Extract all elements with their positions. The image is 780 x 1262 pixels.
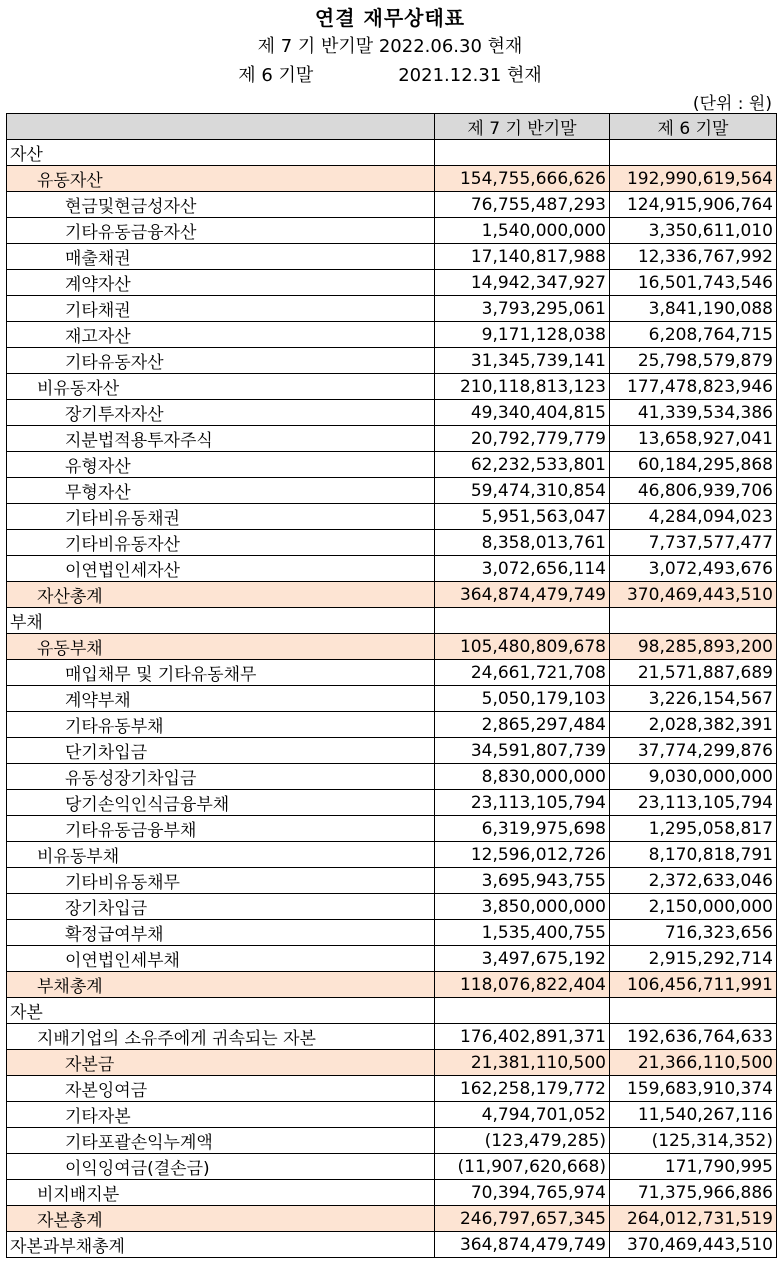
account-label: 비지배지분 xyxy=(7,1180,435,1206)
prior-value: 4,284,094,023 xyxy=(610,504,777,530)
table-row xyxy=(7,1128,777,1154)
current-value: 364,874,479,749 xyxy=(435,582,610,608)
account-label: 계약부채 xyxy=(7,686,435,712)
column-header-current: 제 7 기 반기말 xyxy=(435,114,610,140)
account-label: 기타유동부채 xyxy=(7,712,435,738)
table-row xyxy=(7,504,777,530)
prior-value: 716,323,656 xyxy=(610,920,777,946)
prior-value: 124,915,906,764 xyxy=(610,192,777,218)
current-value: 118,076,822,404 xyxy=(435,972,610,998)
prior-value: 3,350,611,010 xyxy=(610,218,777,244)
table-row xyxy=(7,1180,777,1206)
account-label: 지배기업의 소유주에게 귀속되는 자본 xyxy=(7,1024,435,1050)
prior-value: 12,336,767,992 xyxy=(610,244,777,270)
table-row xyxy=(7,166,777,192)
current-value: 8,830,000,000 xyxy=(435,764,610,790)
table-row xyxy=(7,192,777,218)
table-row xyxy=(7,946,777,972)
current-value: 14,942,347,927 xyxy=(435,270,610,296)
prior-value xyxy=(610,998,777,1024)
current-value: 3,695,943,755 xyxy=(435,868,610,894)
prior-value: 159,683,910,374 xyxy=(610,1076,777,1102)
current-value: 23,113,105,794 xyxy=(435,790,610,816)
current-value: 3,072,656,114 xyxy=(435,556,610,582)
account-label: 장기투자자산 xyxy=(7,400,435,426)
prior-value: 21,571,887,689 xyxy=(610,660,777,686)
current-value: 76,755,487,293 xyxy=(435,192,610,218)
prior-value: 6,208,764,715 xyxy=(610,322,777,348)
column-header-prior: 제 6 기말 xyxy=(610,114,777,140)
account-label: 매입채무 및 기타유동채무 xyxy=(7,660,435,686)
table-row xyxy=(7,634,777,660)
prior-value: 21,366,110,500 xyxy=(610,1050,777,1076)
account-label: 유동성장기차입금 xyxy=(7,764,435,790)
current-value: 8,358,013,761 xyxy=(435,530,610,556)
account-label: 자본총계 xyxy=(7,1206,435,1232)
table-row xyxy=(7,1076,777,1102)
current-value: 70,394,765,974 xyxy=(435,1180,610,1206)
prior-period xyxy=(0,61,780,87)
account-label: 유동자산 xyxy=(7,166,435,192)
table-row xyxy=(7,868,777,894)
current-value: 20,792,779,779 xyxy=(435,426,610,452)
prior-value: 37,774,299,876 xyxy=(610,738,777,764)
prior-value: 7,737,577,477 xyxy=(610,530,777,556)
current-value: 364,874,479,749 xyxy=(435,1232,610,1258)
prior-value: 2,150,000,000 xyxy=(610,894,777,920)
current-value xyxy=(435,998,610,1024)
table-row xyxy=(7,686,777,712)
prior-value: 41,339,534,386 xyxy=(610,400,777,426)
prior-value: 370,469,443,510 xyxy=(610,1232,777,1258)
current-value: (123,479,285) xyxy=(435,1128,610,1154)
table-row xyxy=(7,374,777,400)
account-label: 기타유동금융부채 xyxy=(7,816,435,842)
table-row xyxy=(7,660,777,686)
account-label: 기타비유동채무 xyxy=(7,868,435,894)
prior-value: 8,170,818,791 xyxy=(610,842,777,868)
account-label: 이익잉여금(결손금) xyxy=(7,1154,435,1180)
prior-value: 171,790,995 xyxy=(610,1154,777,1180)
current-value: 105,480,809,678 xyxy=(435,634,610,660)
prior-value: 2,028,382,391 xyxy=(610,712,777,738)
prior-value: 1,295,058,817 xyxy=(610,816,777,842)
account-label: 기타자본 xyxy=(7,1102,435,1128)
prior-value: 60,184,295,868 xyxy=(610,452,777,478)
table-row xyxy=(7,244,777,270)
current-value: 4,794,701,052 xyxy=(435,1102,610,1128)
current-value: 24,661,721,708 xyxy=(435,660,610,686)
table-row xyxy=(7,218,777,244)
table-header-row xyxy=(7,114,777,140)
prior-value: 192,990,619,564 xyxy=(610,166,777,192)
prior-value: 98,285,893,200 xyxy=(610,634,777,660)
prior-value: 9,030,000,000 xyxy=(610,764,777,790)
table-row xyxy=(7,1154,777,1180)
account-label: 장기차입금 xyxy=(7,894,435,920)
table-row xyxy=(7,608,777,634)
table-row xyxy=(7,738,777,764)
account-label: 자산총계 xyxy=(7,582,435,608)
current-value: 6,319,975,698 xyxy=(435,816,610,842)
account-label: 기타비유동채권 xyxy=(7,504,435,530)
table-row xyxy=(7,712,777,738)
prior-value: 177,478,823,946 xyxy=(610,374,777,400)
balance-sheet-table xyxy=(6,113,777,1258)
current-value: 2,865,297,484 xyxy=(435,712,610,738)
account-label: 계약자산 xyxy=(7,270,435,296)
prior-period-label: 제 6 기말 xyxy=(238,65,314,86)
table-row xyxy=(7,790,777,816)
table-row xyxy=(7,270,777,296)
account-label: 유형자산 xyxy=(7,452,435,478)
account-label: 매출채권 xyxy=(7,244,435,270)
prior-period-date: 2021.12.31 현재 xyxy=(398,65,542,86)
table-row xyxy=(7,582,777,608)
table-row xyxy=(7,140,777,166)
table-row xyxy=(7,478,777,504)
account-label: 자본금 xyxy=(7,1050,435,1076)
account-label: 자본과부채총계 xyxy=(7,1232,435,1258)
prior-value: 23,113,105,794 xyxy=(610,790,777,816)
current-value: 31,345,739,141 xyxy=(435,348,610,374)
prior-value: 370,469,443,510 xyxy=(610,582,777,608)
current-value: 9,171,128,038 xyxy=(435,322,610,348)
account-label: 재고자산 xyxy=(7,322,435,348)
current-value: 5,951,563,047 xyxy=(435,504,610,530)
document-title: 연결 재무상태표 xyxy=(314,6,466,30)
current-value: 3,850,000,000 xyxy=(435,894,610,920)
table-row xyxy=(7,920,777,946)
prior-value: 3,072,493,676 xyxy=(610,556,777,582)
prior-value: 2,915,292,714 xyxy=(610,946,777,972)
current-value: 246,797,657,345 xyxy=(435,1206,610,1232)
account-label: 지분법적용투자주식 xyxy=(7,426,435,452)
prior-value xyxy=(610,140,777,166)
current-value: 59,474,310,854 xyxy=(435,478,610,504)
current-value: 49,340,404,815 xyxy=(435,400,610,426)
table-row xyxy=(7,972,777,998)
account-label: 이연법인세부채 xyxy=(7,946,435,972)
table-row xyxy=(7,1206,777,1232)
table-row xyxy=(7,426,777,452)
account-label: 기타유동금융자산 xyxy=(7,218,435,244)
account-label: 자본잉여금 xyxy=(7,1076,435,1102)
prior-value: 3,841,190,088 xyxy=(610,296,777,322)
current-value xyxy=(435,140,610,166)
current-value: 3,793,295,061 xyxy=(435,296,610,322)
account-label: 기타비유동자산 xyxy=(7,530,435,556)
prior-value: 2,372,633,046 xyxy=(610,868,777,894)
account-label: 당기손익인식금융부채 xyxy=(7,790,435,816)
current-value: 1,540,000,000 xyxy=(435,218,610,244)
table-row xyxy=(7,816,777,842)
table-row xyxy=(7,400,777,426)
prior-value: 25,798,579,879 xyxy=(610,348,777,374)
table-body xyxy=(7,140,777,1258)
current-value: 1,535,400,755 xyxy=(435,920,610,946)
table-row xyxy=(7,296,777,322)
account-label: 비유동자산 xyxy=(7,374,435,400)
account-label: 현금및현금성자산 xyxy=(7,192,435,218)
current-value: 162,258,179,772 xyxy=(435,1076,610,1102)
current-value: 3,497,675,192 xyxy=(435,946,610,972)
prior-value: 11,540,267,116 xyxy=(610,1102,777,1128)
table-row xyxy=(7,1102,777,1128)
prior-value: 3,226,154,567 xyxy=(610,686,777,712)
account-label: 단기차입금 xyxy=(7,738,435,764)
current-value: 21,381,110,500 xyxy=(435,1050,610,1076)
table-row xyxy=(7,998,777,1024)
account-label: 기타채권 xyxy=(7,296,435,322)
prior-value xyxy=(610,608,777,634)
current-value: 176,402,891,371 xyxy=(435,1024,610,1050)
prior-value: 13,658,927,041 xyxy=(610,426,777,452)
account-label: 부채 xyxy=(7,608,435,634)
account-label: 무형자산 xyxy=(7,478,435,504)
current-value: (11,907,620,668) xyxy=(435,1154,610,1180)
prior-value: 71,375,966,886 xyxy=(610,1180,777,1206)
account-label: 유동부채 xyxy=(7,634,435,660)
table-row xyxy=(7,322,777,348)
prior-value: 264,012,731,519 xyxy=(610,1206,777,1232)
table-row xyxy=(7,764,777,790)
prior-value: 192,636,764,633 xyxy=(610,1024,777,1050)
current-period: 제 7 기 반기말 2022.06.30 현재 xyxy=(257,36,523,57)
table-row xyxy=(7,556,777,582)
table-row xyxy=(7,1050,777,1076)
current-value: 62,232,533,801 xyxy=(435,452,610,478)
table-row xyxy=(7,530,777,556)
prior-value: (125,314,352) xyxy=(610,1128,777,1154)
column-header-account xyxy=(7,114,435,140)
current-value: 34,591,807,739 xyxy=(435,738,610,764)
current-value xyxy=(435,608,610,634)
current-value: 154,755,666,626 xyxy=(435,166,610,192)
account-label: 자산 xyxy=(7,140,435,166)
current-value: 5,050,179,103 xyxy=(435,686,610,712)
unit-label: (단위 : 원) xyxy=(692,94,772,114)
current-value: 210,118,813,123 xyxy=(435,374,610,400)
account-label: 확정급여부채 xyxy=(7,920,435,946)
account-label: 자본 xyxy=(7,998,435,1024)
prior-value: 16,501,743,546 xyxy=(610,270,777,296)
account-label: 비유동부채 xyxy=(7,842,435,868)
table-row xyxy=(7,348,777,374)
table-row xyxy=(7,452,777,478)
prior-value: 46,806,939,706 xyxy=(610,478,777,504)
account-label: 이연법인세자산 xyxy=(7,556,435,582)
table-row xyxy=(7,842,777,868)
current-value: 12,596,012,726 xyxy=(435,842,610,868)
table-row xyxy=(7,1024,777,1050)
prior-value: 106,456,711,991 xyxy=(610,972,777,998)
account-label: 부채총계 xyxy=(7,972,435,998)
account-label: 기타포괄손익누계액 xyxy=(7,1128,435,1154)
table-row xyxy=(7,894,777,920)
table-row xyxy=(7,1232,777,1258)
current-value: 17,140,817,988 xyxy=(435,244,610,270)
account-label: 기타유동자산 xyxy=(7,348,435,374)
